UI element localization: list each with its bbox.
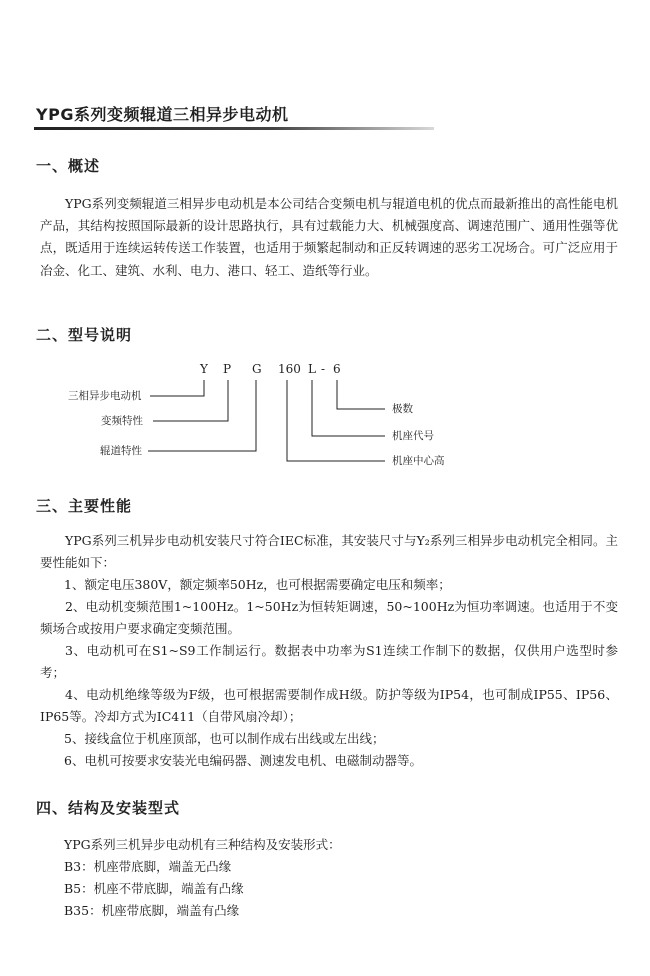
performance-item-5: 5、接线盒位于机座顶部，也可以制作成右出线或左出线； xyxy=(64,731,385,746)
line-y xyxy=(150,380,204,396)
structure-item-b3: B3：机座带底脚，端盖无凸缘 xyxy=(64,859,232,874)
performance-item-1: 1、额定电压380V，额定频率50Hz，也可根据需要确定电压和频率； xyxy=(64,577,451,592)
overview-heading: 一、概述 xyxy=(36,157,101,175)
line-g xyxy=(148,380,256,451)
line-6 xyxy=(337,380,385,409)
code-l: L xyxy=(308,362,316,376)
performance-item-3: 3、电动机可在S1~S9工作制运行。数据表中功率为S1连续工作制下的数据，仅供用户选型时参考； xyxy=(40,643,618,681)
code-g: G xyxy=(252,362,262,376)
label-variable-frequency: 变频特性 xyxy=(101,415,143,427)
code-dash: - xyxy=(321,362,326,376)
performance-intro: YPG系列三机异步电动机安装尺寸符合IEC标准，其安装尺寸与Y₂系列三相异步电动机完全相同。主要性能如下： xyxy=(40,533,618,571)
label-frame-code: 机座代号 xyxy=(392,430,434,442)
performance-item-4: 4、电动机绝缘等级为F级，也可根据需要制作成H级。防护等级为IP54，也可制成IP55、IP56、IP65等。冷却方式为IC411（自带风扇冷却）； xyxy=(40,687,618,725)
label-frame-center-height: 机座中心高 xyxy=(392,455,445,467)
structure-intro: YPG系列三机异步电动机有三种结构及安装形式： xyxy=(64,837,341,852)
structure-item-b35: B35：机座带底脚，端盖有凸缘 xyxy=(64,903,240,918)
model-heading: 二、型号说明 xyxy=(36,326,133,344)
line-l xyxy=(312,380,385,436)
label-poles: 极数 xyxy=(392,403,413,415)
code-p: P xyxy=(223,362,232,376)
code-160: 160 xyxy=(278,362,301,376)
label-roller-feature: 辊道特性 xyxy=(100,445,142,457)
line-160 xyxy=(287,380,385,461)
code-y: Y xyxy=(200,362,208,376)
code-6: 6 xyxy=(333,362,341,376)
structure-item-b5: B5：机座不带底脚，端盖有凸缘 xyxy=(64,881,244,896)
label-three-phase-motor: 三相异步电动机 xyxy=(68,390,142,402)
performance-item-2: 2、电动机变频范围1~100Hz。1~50Hz为恒转矩调速，50~100Hz为恒功率调速。也适用于不变频场合或按用户要求确定变频范围。 xyxy=(40,599,618,637)
document-title: YPG系列变频辊道三相异步电动机 xyxy=(36,105,289,124)
performance-heading: 三、主要性能 xyxy=(36,497,133,515)
performance-item-6: 6、电机可按要求安装光电编码器、测速发电机、电磁制动器等。 xyxy=(64,753,422,768)
line-p xyxy=(153,380,228,421)
structure-heading: 四、结构及安装型式 xyxy=(36,799,181,817)
overview-paragraph: YPG系列变频辊道三相异步电动机是本公司结合变频电机与辊道电机的优点而最新推出的高性能电机产品，其结构按照国际最新的设计思路执行，具有过载能力大、机械强度高、调速范围广、通用性强等优点，既适用于连续运转传送工作装置，也适用于频繁起制动和正反转调速的恶劣工况场合。可广泛应用于冶金、化工、建筑、水利、电力、港口、轻工、造纸等行业。 xyxy=(40,196,618,278)
